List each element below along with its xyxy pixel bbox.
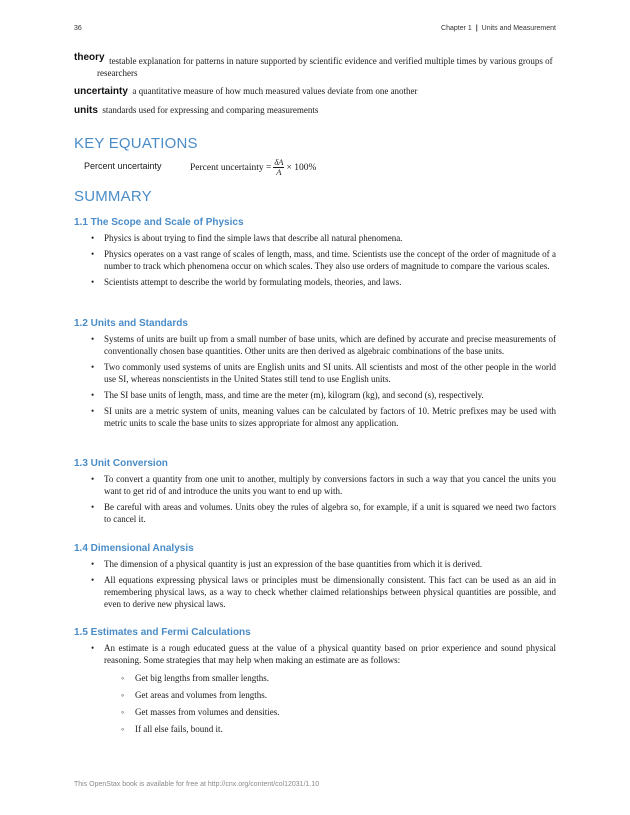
sub-bullet-list (104, 673, 556, 737)
section-heading-1-2: 1.2 Units and Standards (74, 318, 188, 329)
glossary-item-uncertainty (74, 86, 556, 98)
glossary-term: units (74, 104, 98, 116)
list-item (74, 643, 556, 736)
header-separator: | (475, 25, 478, 32)
glossary-definition: a quantitative measure of how much measured values deviate from one another (132, 86, 418, 96)
list-item: • The SI base units of length, mass, and time are the meter (m), kilogram (kg), and second (s), respectively. (74, 390, 556, 402)
list-item: • Physics operates on a vast range of scales of length, mass, and time. Scientists use the concept of the order of magnitude of a number to track which phenomena occur on which scales. They also use orders of magnitude to compare the various scales. (74, 249, 556, 273)
list-item: • Two commonly used systems of units are English units and SI units. All scientists and most of the other people in the world use SI, whereas nonscientists in the United States still tend to use English units. (74, 362, 556, 386)
bullet-list-1-2 (74, 334, 556, 435)
glossary-item-theory (74, 52, 556, 79)
sub-list-item: ◦ Get big lengths from smaller lengths. (104, 673, 556, 685)
list-item: • Be careful with areas and volumes. Units obey the rules of algebra so, for example, if a unit is squared we need two factors to cancel it. (74, 502, 556, 526)
key-equations-heading: KEY EQUATIONS (74, 135, 198, 152)
sub-list-item: ◦ Get areas and volumes from lengths. (104, 690, 556, 702)
glossary-list (74, 52, 556, 123)
percent-uncertainty-formula (190, 158, 316, 177)
glossary-term: uncertainty (74, 86, 128, 97)
equation-label: Percent uncertainty (84, 161, 162, 171)
list-item: • The dimension of a physical quantity is just an expression of the base quantities from which it is derived. (74, 559, 556, 571)
fraction-denominator: A (276, 167, 282, 177)
list-item: • Physics is about trying to find the simple laws that describe all natural phenomena. (74, 233, 556, 245)
section-heading-1-1: 1.1 The Scope and Scale of Physics (74, 217, 244, 228)
bullet-list-1-5 (74, 643, 556, 742)
list-item: • All equations expressing physical laws or principles must be dimensionally consistent. This fact can be used as an aid in remembering physical laws, as a way to check whether claimed relationships between physical quantities are possible, and even to derive new physical laws. (74, 575, 556, 610)
list-item: • SI units are a metric system of units, meaning values can be calculated by factors of 10. Metric prefixes may be used with metric units to scale the base units to sizes appropriate for almost any application. (74, 406, 556, 430)
glossary-definition: testable explanation for patterns in nature supported by scientific evidence and verified multiple times by various groups of researchers (97, 56, 553, 78)
glossary-definition: standards used for expressing and comparing measurements (102, 104, 319, 115)
list-item: • To convert a quantity from one unit to another, multiply by conversions factors in such a way that you cancel the units you want to get rid of and introduce the units you want to end up with. (74, 474, 556, 498)
glossary-term: theory (74, 52, 105, 63)
bullet-list-1-4 (74, 559, 556, 615)
page-number: 36 (74, 25, 82, 32)
sub-list-item: ◦ Get masses from volumes and densities. (104, 707, 556, 719)
list-item: • Scientists attempt to describe the world by formulating models, theories, and laws. (74, 277, 556, 289)
list-item-text: An estimate is a rough educated guess at the value of a physical quantity based on prior experience and sound physical reasoning. Some strategies that may help when making an estimate are as follows: (104, 643, 556, 665)
section-heading-1-4: 1.4 Dimensional Analysis (74, 543, 194, 554)
formula-rhs: × 100% (286, 162, 317, 173)
summary-heading: SUMMARY (74, 188, 152, 205)
sub-list-item: ◦ If all else fails, bound it. (104, 724, 556, 736)
bullet-list-1-1 (74, 233, 556, 294)
bullet-list-1-3 (74, 474, 556, 530)
glossary-item-units (74, 105, 556, 117)
chapter-title: Units and Measurement (481, 25, 556, 32)
key-equation-row (84, 158, 484, 180)
section-heading-1-5: 1.5 Estimates and Fermi Calculations (74, 627, 251, 638)
section-heading-1-3: 1.3 Unit Conversion (74, 458, 168, 469)
page-footer: This OpenStax book is available for free at http://cnx.org/content/col12031/1.10 (74, 781, 320, 788)
list-item: • Systems of units are built up from a small number of base units, which are defined by accurate and precise measurements of conventionally chosen base quantities. Other units are then derived as algebraic combinations of the base units. (74, 334, 556, 358)
fraction-numerator: δA (274, 157, 284, 167)
running-header (441, 25, 556, 32)
chapter-number: Chapter 1 (441, 25, 472, 32)
formula-fraction (273, 158, 284, 177)
formula-lhs: Percent uncertainty = (190, 162, 272, 173)
